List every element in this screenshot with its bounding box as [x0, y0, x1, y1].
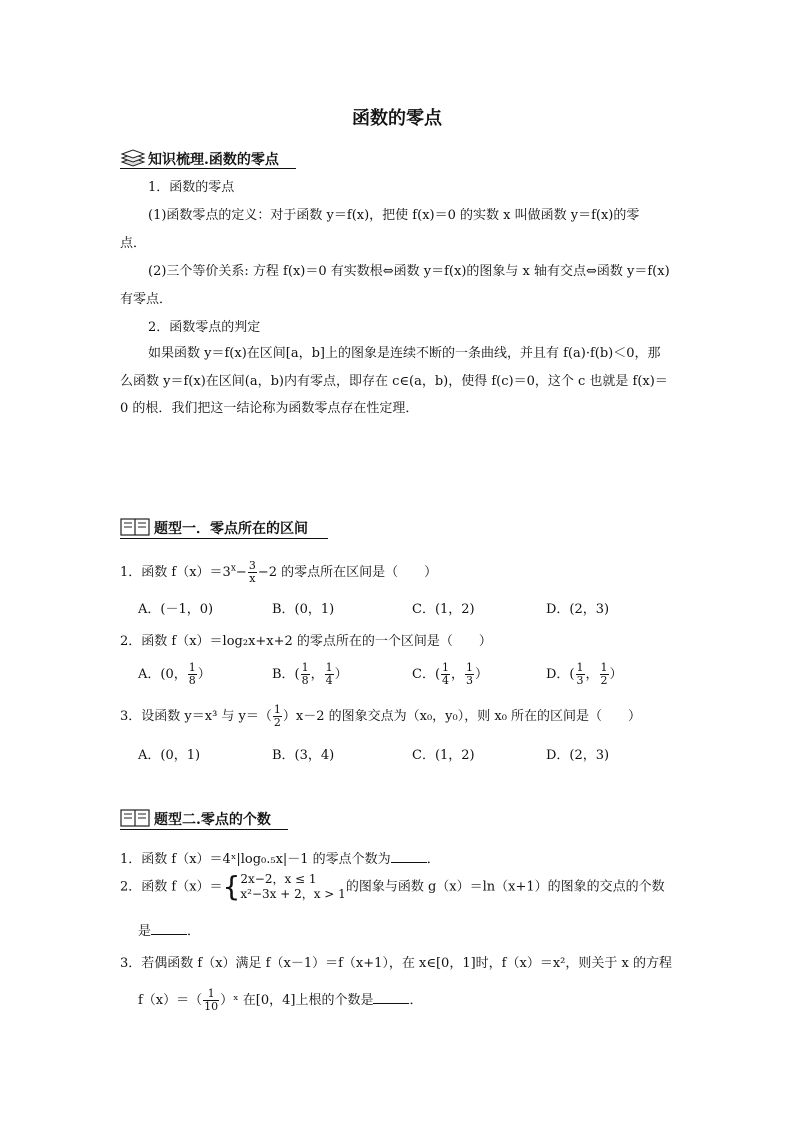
- answer-blank[interactable]: [151, 922, 187, 935]
- option-a[interactable]: A．(0， $\frac{1}{8}$ ）: [138, 661, 211, 687]
- option-c[interactable]: C．( $\frac{1}{4}$ ， $\frac{1}{3}$ ）: [412, 661, 489, 687]
- paragraph-equivalence-line2: 有零点．: [120, 292, 173, 307]
- paragraph-equivalence-line1: (2)三个等价关系: 方程 f(x)＝0 有实数根⇔函数 y＝f(x)的图象与 x 轴有交点⇔函数 y＝f(x): [148, 264, 670, 279]
- option-c[interactable]: C．(1，2): [412, 602, 475, 617]
- question-2-interval: 2．函数 f（x）＝log₂x+x+2 的零点所在的一个区间是（ ）: [120, 634, 492, 649]
- page-title: 函数的零点: [352, 108, 442, 129]
- subheading-judgement: 2．函数零点的判定: [148, 320, 261, 335]
- question-1-interval: 1．函数 $f(x)=3^x-$ $\frac{3}{x}$ −2 的零点所在区间是（ ）: [120, 559, 438, 585]
- piecewise-cases: 2x−2，x ≤ 1 x²−3x + 2，x > 1: [240, 872, 346, 901]
- option-c[interactable]: C．(1，2): [412, 748, 475, 763]
- option-d[interactable]: D．( $\frac{1}{3}$ ， $\frac{1}{2}$ ）: [546, 661, 623, 687]
- open-book-icon: [120, 517, 150, 537]
- option-b[interactable]: B．(3，4): [272, 748, 335, 763]
- section-underline: [120, 538, 328, 539]
- paragraph-theorem-line2: 么函数 y＝f(x)在区间(a，b)内有零点，即存在 c∈(a，b)，使得 f(c)＝0，这个 c 也就是 f(x)＝: [120, 374, 668, 389]
- option-b[interactable]: B．( $\frac{1}{8}$ ， $\frac{1}{4}$ ）: [272, 661, 348, 687]
- subheading-zero-points: 1．函数的零点: [148, 180, 235, 195]
- question-2-count-line2: 是 ．: [138, 924, 201, 939]
- question-3-interval: 3．设函数 y＝x³ 与 y＝（ $\frac{1}{2}$ ）x－2 的图象交点为（x₀，y₀），则 x₀ 所在的区间是（ ）: [120, 703, 642, 729]
- option-d[interactable]: D．(2，3): [546, 748, 610, 763]
- option-d[interactable]: D．(2，3): [546, 602, 610, 617]
- option-b[interactable]: B．(0，1): [272, 602, 335, 617]
- section-heading-knowledge: 知识梳理.函数的零点: [148, 152, 279, 168]
- option-a[interactable]: A．(－1，0): [138, 602, 214, 617]
- section-heading-count: 题型二.零点的个数: [154, 812, 271, 828]
- books-stack-icon: [120, 148, 146, 168]
- option-a[interactable]: A．(0，1): [138, 748, 201, 763]
- section-underline: [120, 168, 296, 169]
- paragraph-definition-line1: (1)函数零点的定义：对于函数 y＝f(x)，把使 f(x)＝0 的实数 x 叫做函数 y＝f(x)的零: [148, 208, 640, 223]
- fraction: $\frac{3}{x}$: [248, 559, 256, 585]
- section-heading-interval: 题型一．零点所在的区间: [154, 521, 308, 537]
- left-brace: {: [222, 870, 241, 903]
- answer-blank[interactable]: [391, 850, 427, 863]
- section-underline: [120, 829, 288, 830]
- answer-blank[interactable]: [373, 991, 409, 1004]
- question-2-count: 2．函数 f（x）＝{ 2x−2，x ≤ 1 x²−3x + 2，x > 1 的图象与函数 g（x）＝ln（x+1）的图象的交点的个数: [120, 870, 665, 903]
- question-1-count: 1．函数 f（x）＝4ˣ|log₀.₅x|－1 的零点个数为 ．: [120, 852, 440, 867]
- question-3-count-line1: 3．若偶函数 f（x）满足 f（x－1）＝f（x+1），在 x∈[0，1]时，f（x）＝x²，则关于 x 的方程: [120, 956, 672, 971]
- open-book-icon: [120, 808, 150, 828]
- paragraph-definition-line2: 点．: [120, 236, 147, 251]
- paragraph-theorem-line1: 如果函数 y＝f(x)在区间[a，b]上的图象是连续不断的一条曲线，并且有 f(a)·f(b)＜0，那: [148, 346, 661, 361]
- paragraph-theorem-line3: 0 的根．我们把这一结论称为函数零点存在性定理．: [120, 401, 419, 416]
- question-3-count-line2: f（x）＝（ $\frac{1}{10}$ ）ˣ 在[0，4]上根的个数是 ．: [138, 987, 423, 1013]
